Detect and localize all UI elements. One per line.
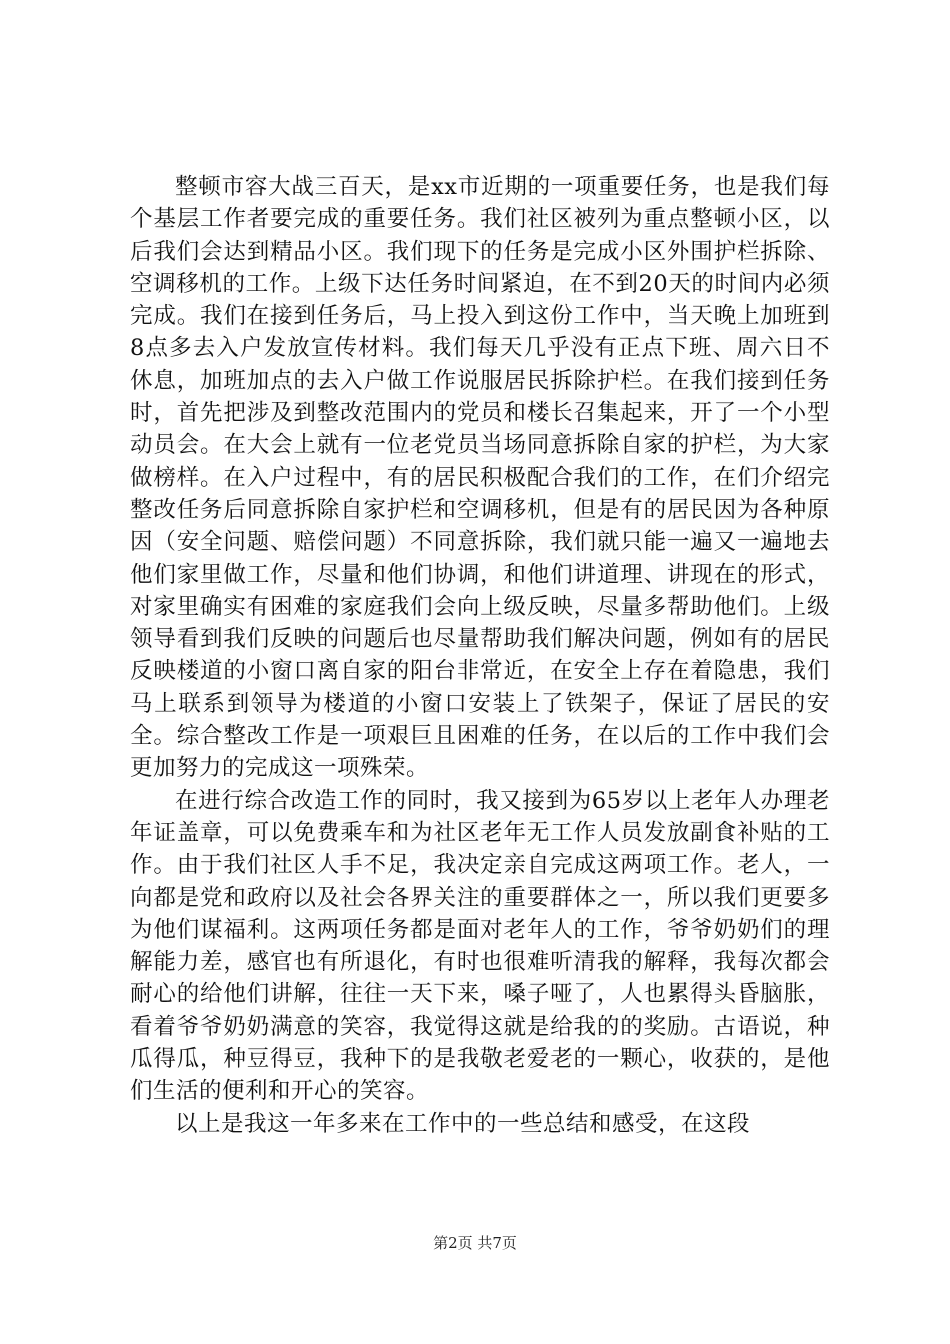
document-body (130, 171, 830, 1140)
paragraph-2: 在进行综合改造工作的同时，我又接到为65岁以上老年人办理老年证盖章，可以免费乘车和为社区老年无工作人员发放副食补贴的工作。由于我们社区人手不足，我决定亲自完成这两项工作。老人，一向都是党和政府以及社会各界关注的重要群体之一，所以我们更要多为他们谋福利。这两项任务都是面对老年人的工作，爷爷奶奶们的理解能力差，感官也有所退化，有时也很难听清我的解释，我每次都会耐心的给他们讲解，往往一天下来，嗓子哑了，人也累得头昏脑胀，看着爷爷奶奶满意的笑容，我觉得这就是给我的的奖励。古语说，种瓜得瓜，种豆得豆，我种下的是我敬老爱老的一颗心，收获的，是他们生活的便利和开心的笑容。 (130, 787, 830, 1105)
paragraph-3: 以上是我这一年多来在工作中的一些总结和感受，在这段 (175, 1110, 751, 1137)
page-number-footer: 第2页 共7页 (433, 1234, 517, 1252)
paragraph-1: 整顿市容大战三百天，是xx市近期的一项重要任务，也是我们每个基层工作者要完成的重要任务。我们社区被列为重点整顿小区，以后我们会达到精品小区。我们现下的任务是完成小区外围护栏拆除、空调移机的工作。上级下达任务时间紧迫，在不到20天的时间内必须完成。我们在接到任务后，马上投入到这份工作中，当天晚上加班到8点多去入户发放宣传材料。我们每天几乎没有正点下班、周六日不休息，加班加点的去入户做工作说服居民拆除护栏。在我们接到任务时，首先把涉及到整改范围内的党员和楼长召集起来，开了一个小型动员会。在大会上就有一位老党员当场同意拆除自家的护栏，为大家做榜样。在入户过程中，有的居民积极配合我们的工作，在们介绍完整改任务后同意拆除自家护栏和空调移机，但是有的居民因为各种原因（安全问题、赔偿问题）不同意拆除，我们就只能一遍又一遍地去他们家里做工作，尽量和他们协调，和他们讲道理、讲现在的形式，对家里确实有困难的家庭我们会向上级反映，尽量多帮助他们。上级领导看到我们反映的问题后也尽量帮助我们解决问题，例如有的居民反映楼道的小窗口离自家的阳台非常近，在安全上存在着隐患，我们马上联系到领导为楼道的小窗口安装上了铁架子，保证了居民的安全。综合整改工作是一项艰巨且困难的任务，在以后的工作中我们会更加努力的完成这一项殊荣。 (130, 174, 830, 782)
